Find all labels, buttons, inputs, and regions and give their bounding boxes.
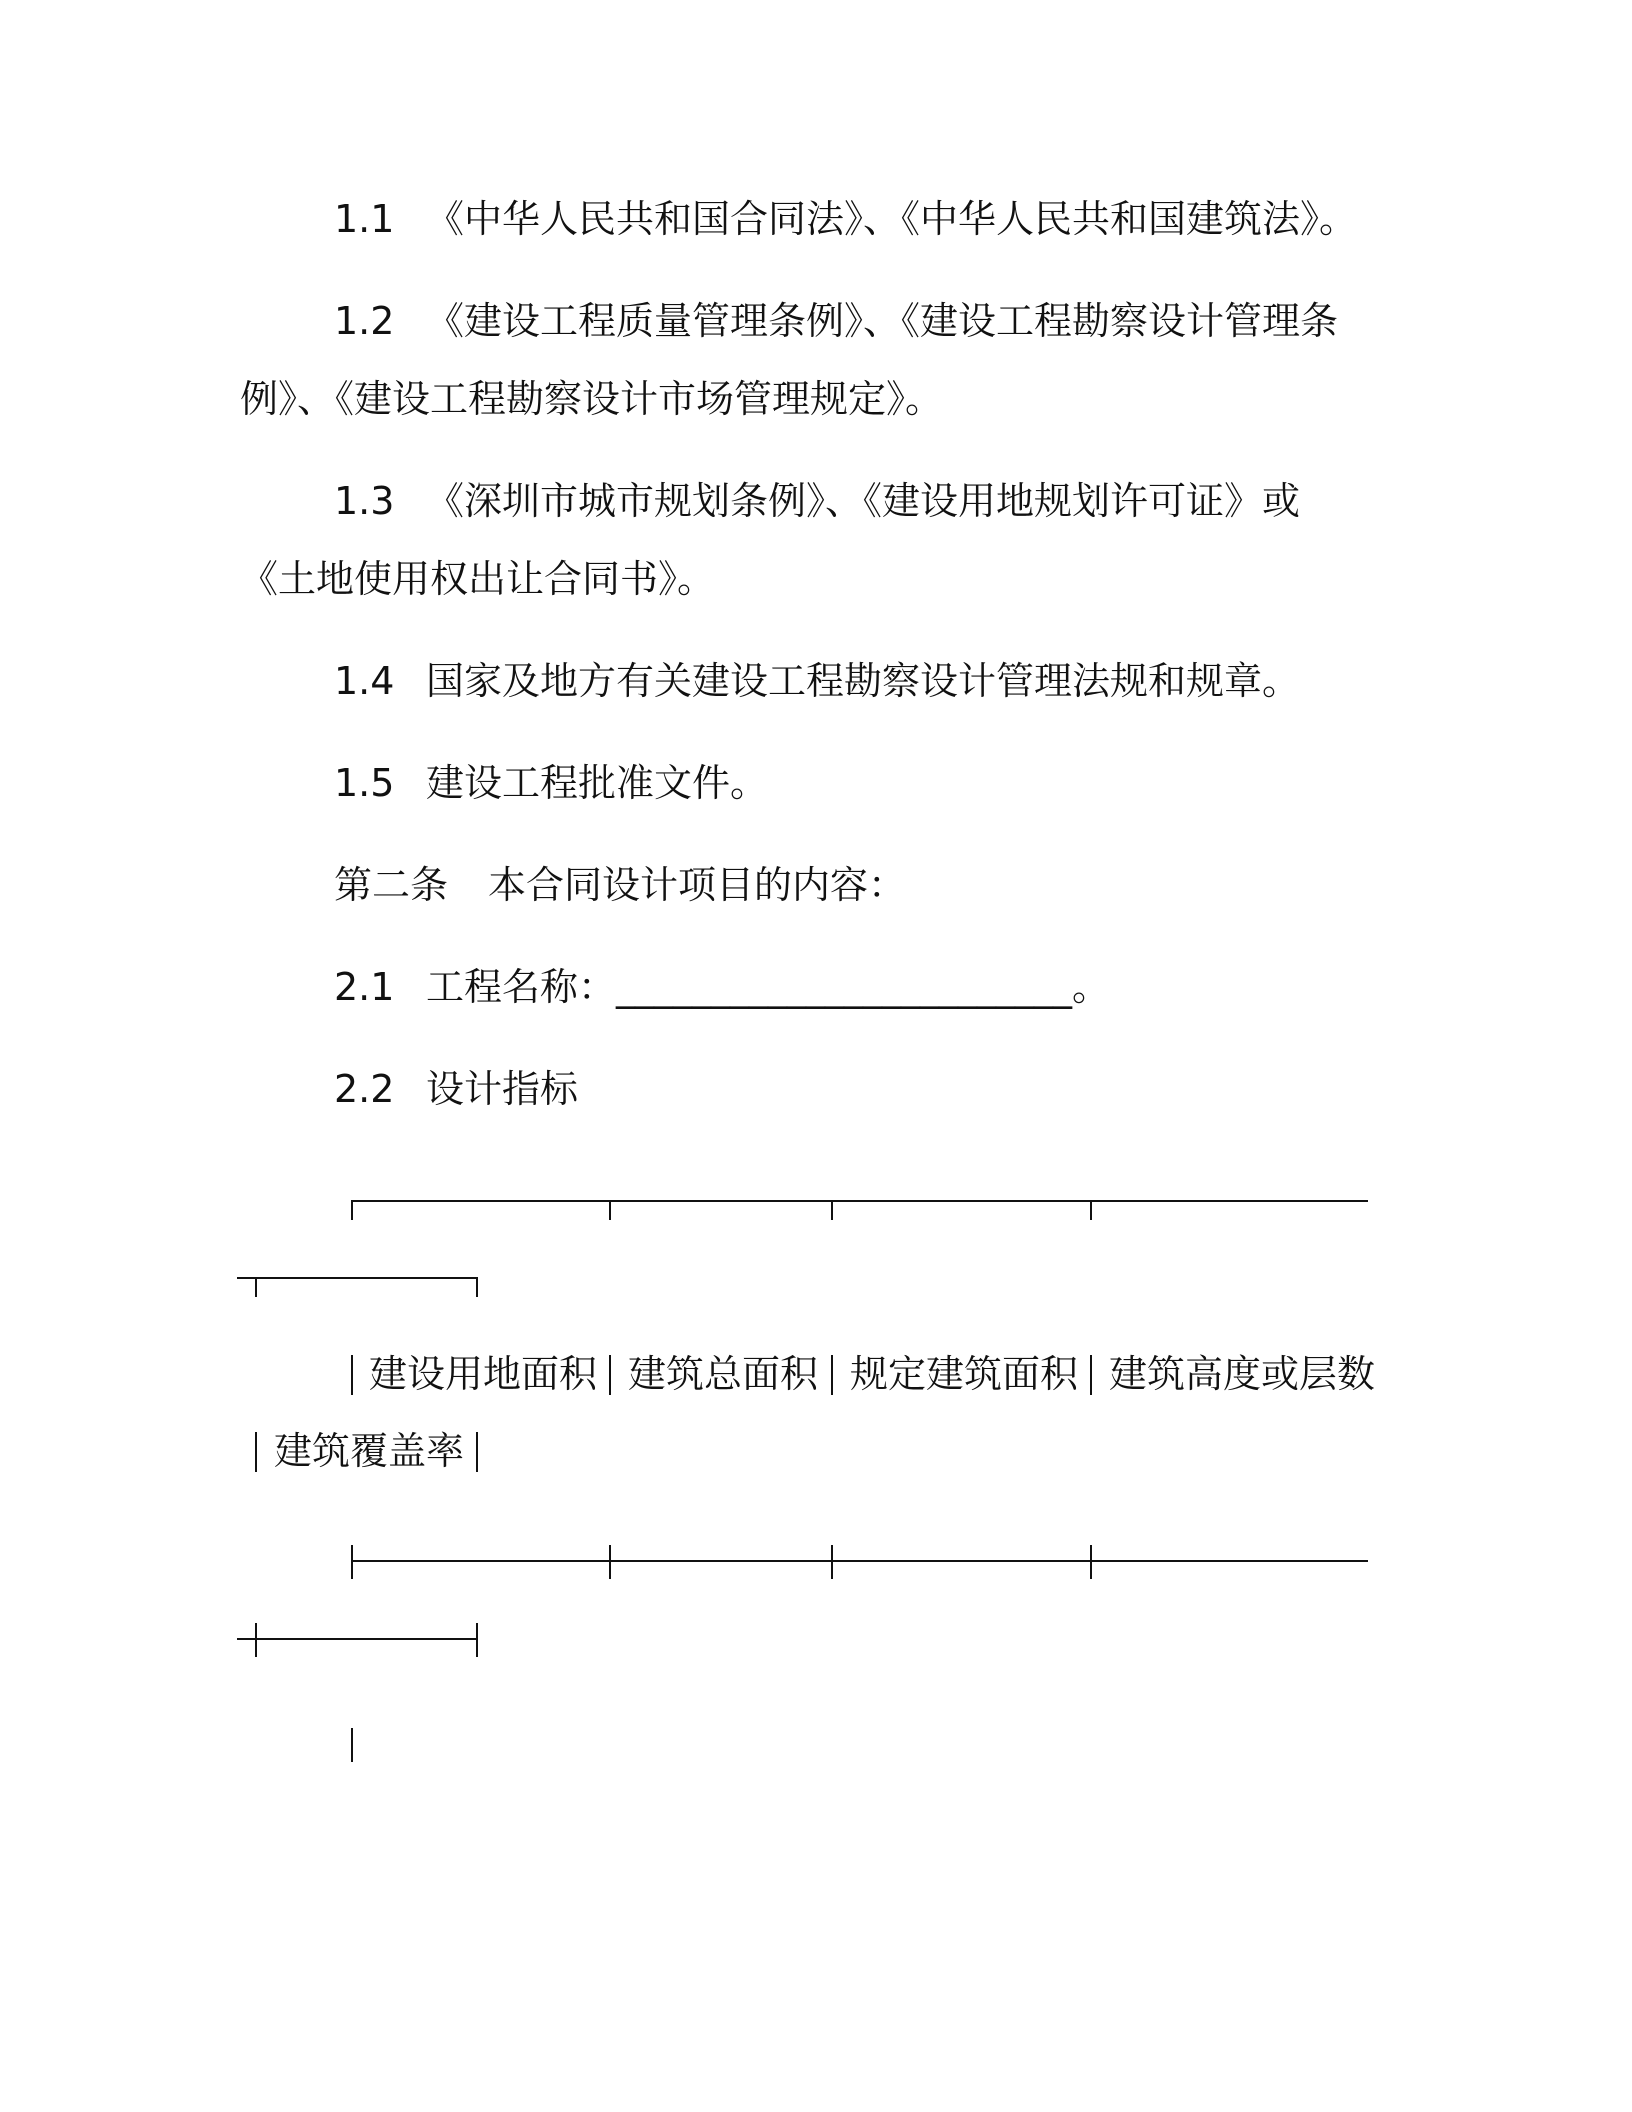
- clause-1-2-continued: [240, 375, 943, 423]
- clause-number: 2.1: [334, 965, 395, 1009]
- table-cross: [351, 1545, 353, 1579]
- clause-number: 1.2: [334, 299, 395, 343]
- field-label: 设计指标: [426, 1067, 579, 1111]
- table-header-total-floor-area: 建筑总面积: [628, 1352, 819, 1396]
- table-mid-border: [352, 1560, 1368, 1562]
- clause-text: 国家及地方有关建设工程勘察设计管理法规和规章。: [426, 659, 1301, 703]
- table-header-height-or-floors: 建筑高度或层数: [1109, 1352, 1376, 1396]
- clause-text: 《土地使用权出让合同书》。: [240, 557, 716, 601]
- table-cell-divider: [609, 1355, 611, 1395]
- table-cross: [1090, 1545, 1092, 1579]
- clause-1-5: [334, 759, 768, 807]
- punctuation: 。: [1072, 965, 1111, 1009]
- clause-1-2: [334, 297, 1338, 345]
- table-header-site-area: 建设用地面积: [369, 1352, 598, 1396]
- table-header-coverage-ratio: 建筑覆盖率: [274, 1429, 465, 1473]
- article-2-heading: [334, 861, 906, 909]
- clause-1-3: [334, 477, 1300, 525]
- clause-2-1: [334, 963, 1110, 1011]
- clause-text: 《建设工程质量管理条例》、《建设工程勘察设计管理条: [426, 299, 1339, 343]
- table-cross: [609, 1545, 611, 1579]
- table-cell-divider: [255, 1432, 257, 1472]
- clause-1-3-continued: [240, 555, 715, 603]
- clause-text: 建设工程批准文件。: [426, 761, 769, 805]
- article-text: 本合同设计项目的内容：: [488, 863, 907, 907]
- clause-text: 例》、《建设工程勘察设计市场管理规定》。: [240, 377, 944, 421]
- clause-number: 1.3: [334, 479, 395, 523]
- article-label: 第二条: [334, 863, 449, 907]
- clause-1-1: [334, 195, 1357, 243]
- table-mid-border-wrap: [237, 1638, 477, 1640]
- clause-text: 《中华人民共和国合同法》、《中华人民共和国建筑法》。: [426, 197, 1358, 241]
- table-top-border-wrap: [237, 1277, 477, 1279]
- clause-number: 1.1: [334, 197, 395, 241]
- table-top-border: [352, 1200, 1368, 1202]
- table-cross: [476, 1623, 478, 1657]
- table-tick: [1090, 1200, 1092, 1220]
- field-label: 工程名称：: [426, 965, 617, 1009]
- project-name-blank: ________________________: [616, 965, 1073, 1009]
- table-cross: [255, 1623, 257, 1657]
- table-cell-divider: [831, 1355, 833, 1395]
- table-cell-divider: [351, 1355, 353, 1395]
- clause-1-4: [334, 657, 1300, 705]
- table-tick: [351, 1200, 353, 1220]
- clause-2-2: [334, 1065, 578, 1113]
- clause-number: 2.2: [334, 1067, 395, 1111]
- table-tick: [609, 1200, 611, 1220]
- table-tick: [255, 1277, 257, 1297]
- table-tick: [831, 1200, 833, 1220]
- table-cell-divider: [476, 1432, 478, 1472]
- table-cell-divider: [351, 1728, 353, 1762]
- clause-number: 1.5: [334, 761, 395, 805]
- table-cross: [831, 1545, 833, 1579]
- table-header-prescribed-area: 规定建筑面积: [850, 1352, 1079, 1396]
- table-cell-divider: [1090, 1355, 1092, 1395]
- clause-number: 1.4: [334, 659, 395, 703]
- table-tick: [476, 1277, 478, 1297]
- clause-text: 《深圳市城市规划条例》、《建设用地规划许可证》或: [426, 479, 1301, 523]
